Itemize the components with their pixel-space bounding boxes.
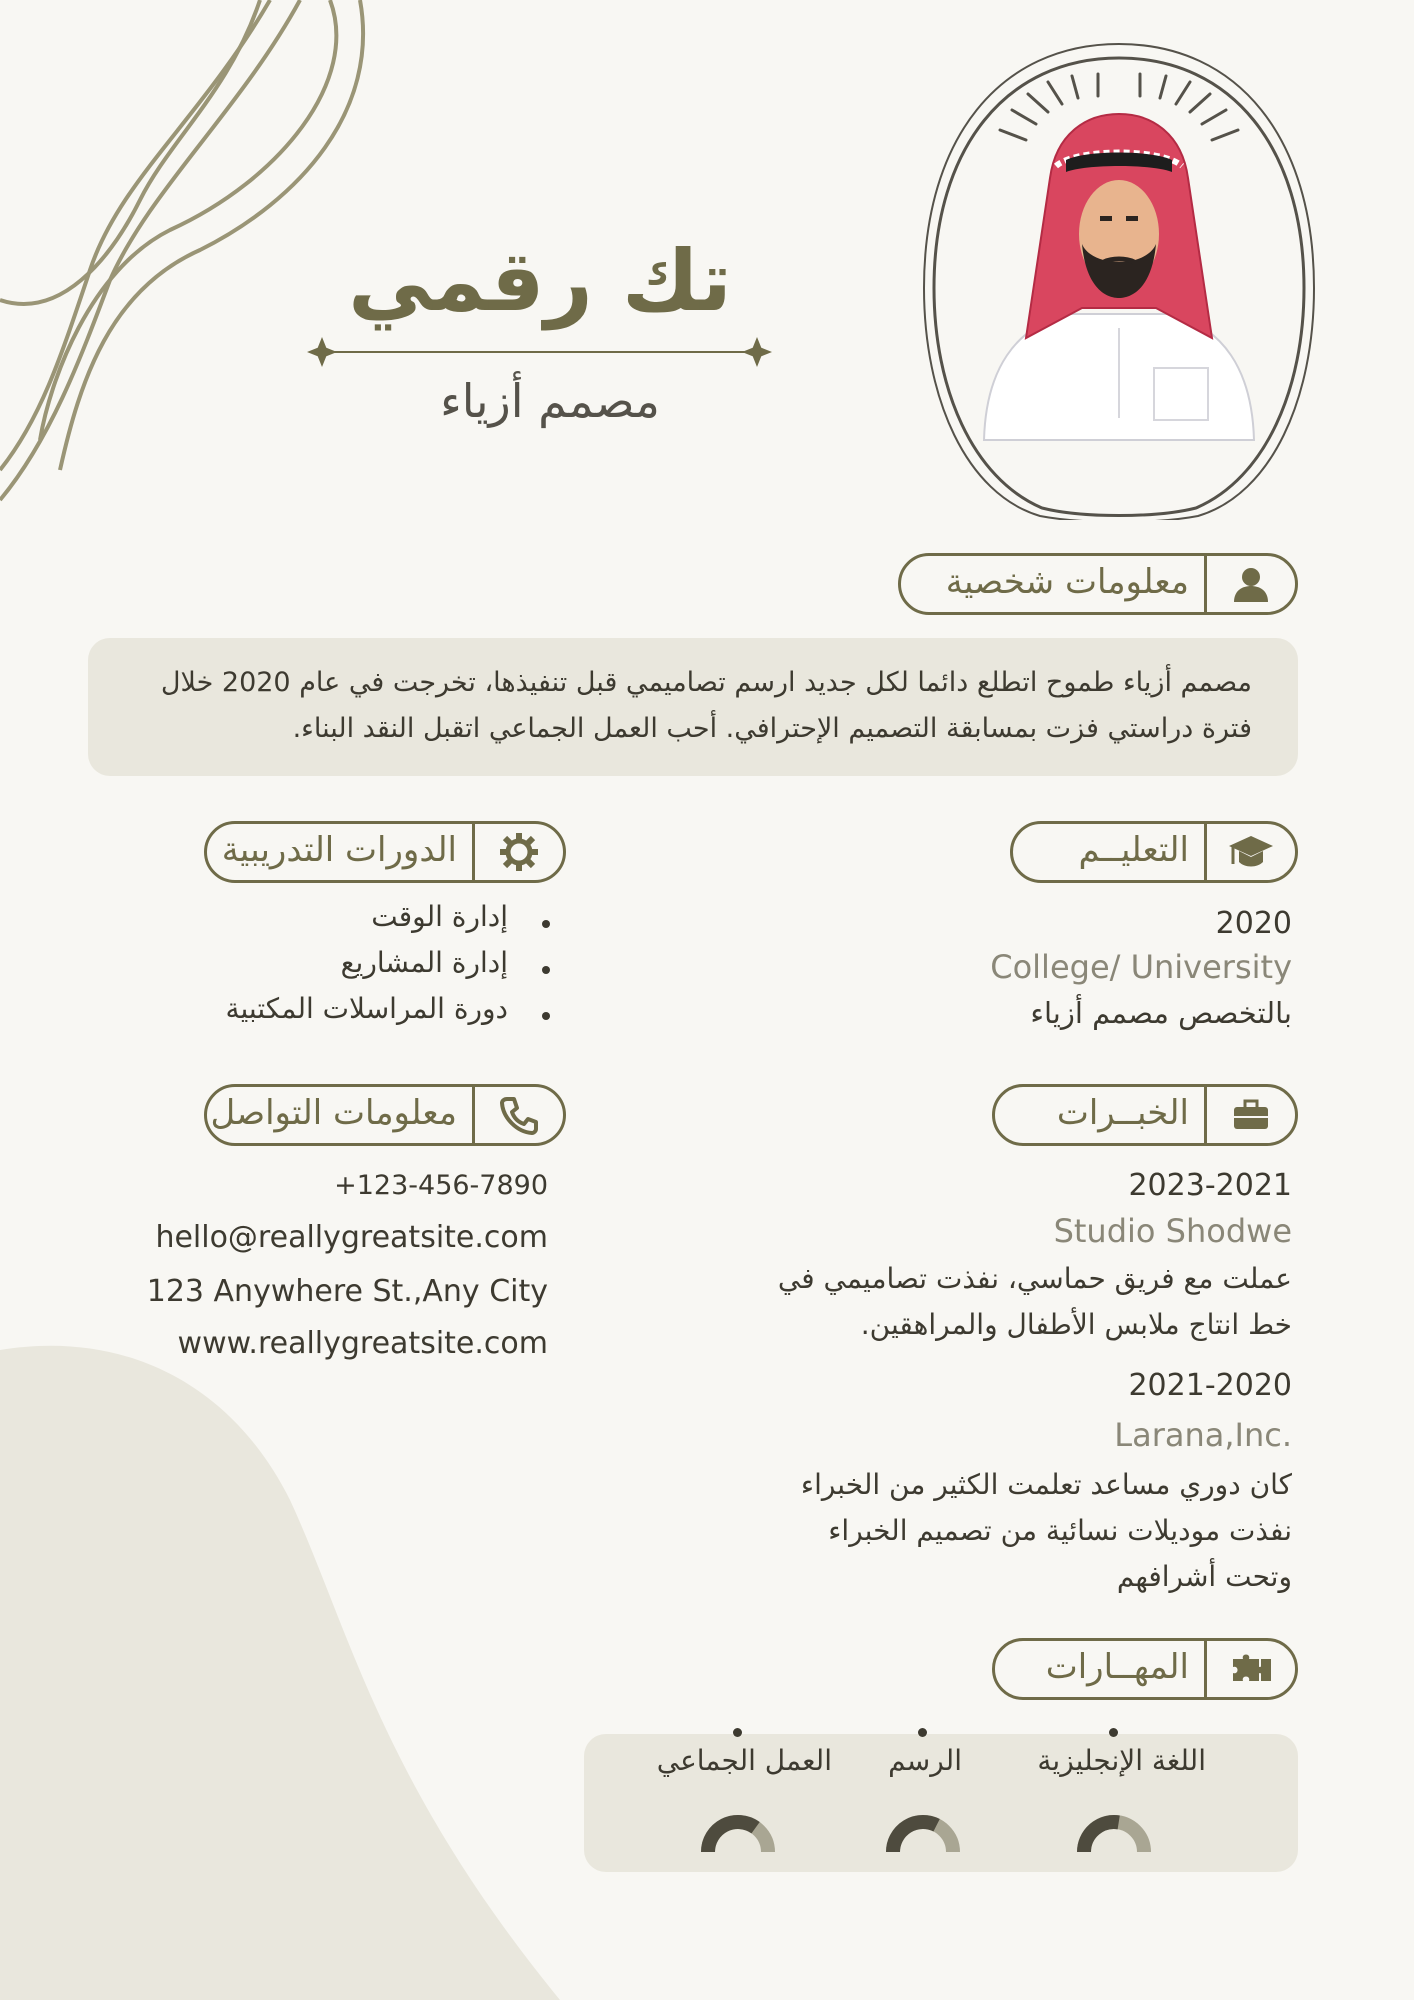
contact-phone: +123-456-7890 (334, 1170, 548, 1201)
job-company: Studio Shodwe (1053, 1212, 1292, 1250)
contact-address: 123 Anywhere St.,Any City (146, 1274, 548, 1309)
graduation-cap-icon (1204, 824, 1295, 880)
job-description-line: كان دوري مساعد تعلمت الكثير من الخبراء (800, 1468, 1292, 1501)
job-description-line: خط انتاج ملابس الأطفال والمراهقين. (860, 1308, 1292, 1341)
job-description-line: وتحت أشرافهم (1116, 1560, 1292, 1593)
job-description-line: عملت مع فريق حماسي، نفذت تصاميمي في (777, 1262, 1292, 1295)
puzzle-icon (1204, 1641, 1295, 1697)
skill-label: اللغة الإنجليزية (1037, 1744, 1206, 1777)
job-title: مصمم أزياء (440, 374, 660, 428)
education-year: 2020 (1215, 906, 1292, 941)
list-item: إدارة المشاريع (180, 946, 550, 992)
gear-icon (472, 824, 563, 880)
education-institution: College/ University (990, 948, 1292, 986)
section-contact (204, 1084, 566, 1146)
section-skills (992, 1638, 1298, 1700)
skill-label: الرسم (888, 1744, 962, 1777)
list-item: إدارة الوقت (180, 900, 550, 946)
skill-gauge-fill (893, 1822, 937, 1852)
contact-email: hello@reallygreatsite.com (155, 1220, 548, 1255)
portrait-frame (916, 38, 1322, 520)
job-period: 2023-2021 (1128, 1168, 1292, 1203)
job-company: Larana,Inc. (1114, 1416, 1292, 1454)
section-courses (204, 821, 566, 883)
skills-panel (584, 1734, 1298, 1872)
job-description-line: نفذت موديلات نسائية من تصميم الخبراء (828, 1514, 1292, 1547)
section-title: معلومات شخصية (945, 562, 1189, 602)
phone-icon (472, 1087, 563, 1143)
job-period: 2021-2020 (1128, 1368, 1292, 1403)
section-title: الخبــرات (1056, 1093, 1189, 1133)
list-item: دورة المراسلات المكتبية (180, 992, 550, 1038)
section-education (1010, 821, 1298, 883)
section-title: معلومات التواصل (210, 1093, 457, 1133)
about-text: مصمم أزياء طموح اتطلع دائما لكل جديد ارسم تصاميمي قبل تنفيذها، تخرجت في عام 2020 خلال فترة دراستي فزت بمسابقة التصميم الإحترافي. أحب العمل الجماعي اتقبل النقد البناء. (88, 638, 1298, 776)
briefcase-icon (1204, 1087, 1295, 1143)
user-icon (1204, 556, 1295, 612)
education-major: بالتخصص مصمم أزياء (1030, 996, 1292, 1030)
section-experience (992, 1084, 1298, 1146)
section-title: الدورات التدريبية (221, 830, 457, 870)
section-title: المهــارات (1045, 1647, 1189, 1687)
skill-label: العمل الجماعي (656, 1744, 832, 1777)
section-personal-info (898, 553, 1298, 615)
skill-gauge-fill (1084, 1822, 1119, 1852)
contact-website: www.reallygreatsite.com (177, 1326, 548, 1361)
skill-gauge-fill (708, 1822, 756, 1852)
portrait-illustration (916, 38, 1322, 520)
resume-name: تك رقمي (348, 232, 732, 330)
section-title: التعليــم (1078, 830, 1189, 870)
skill-gauges (584, 1734, 1298, 1872)
courses-list (180, 900, 550, 1038)
